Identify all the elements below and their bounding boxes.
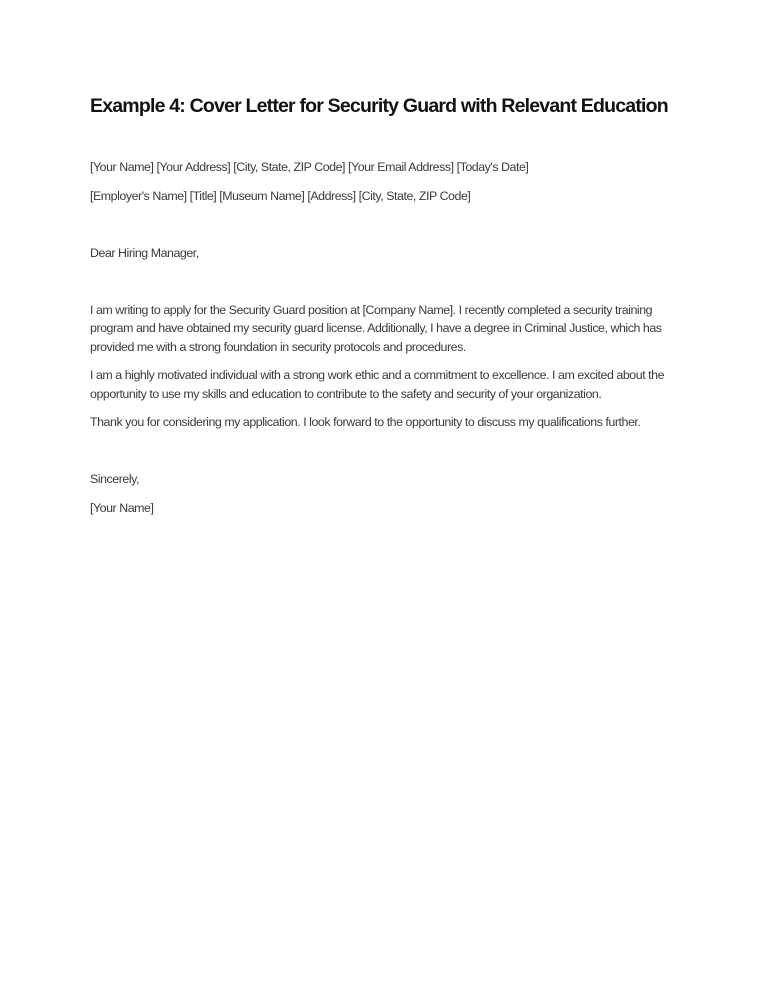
body-paragraph-3: Thank you for considering my application. I look forward to the opportunity to discuss my qualifications further.	[90, 415, 641, 429]
body-paragraph-2: I am a highly motivated individual with a strong work ethic and a commitment to excellence. I am excited about the opportunity to use my skills and education to contribute to the safety and security of your organization.	[90, 368, 665, 401]
blank-line-spacer	[90, 215, 678, 234]
sender-info-line: [Your Name] [Your Address] [City, State, ZIP Code] [Your Email Address] [Today's Date]	[90, 160, 529, 174]
recipient-info-line: [Employer's Name] [Title] [Museum Name] [Address] [City, State, ZIP Code]	[90, 188, 471, 203]
closing: Sincerely,	[90, 472, 139, 486]
signature-placeholder: [Your Name]	[90, 500, 154, 515]
salutation: Dear Hiring Manager,	[90, 245, 199, 260]
body-paragraph-1: I am writing to apply for the Security Guard position at [Company Name]. I recently completed a security training program and have obtained my security guard license. Additionally, I have a degree in Criminal Justice, which has provided me with a strong foundation in security protocols and procedures.	[90, 302, 662, 354]
letter-example-heading: Example 4: Cover Letter for Security Guard with Relevant Education	[90, 95, 668, 117]
blank-line-spacer	[90, 272, 678, 291]
blank-line-spacer	[90, 442, 678, 461]
